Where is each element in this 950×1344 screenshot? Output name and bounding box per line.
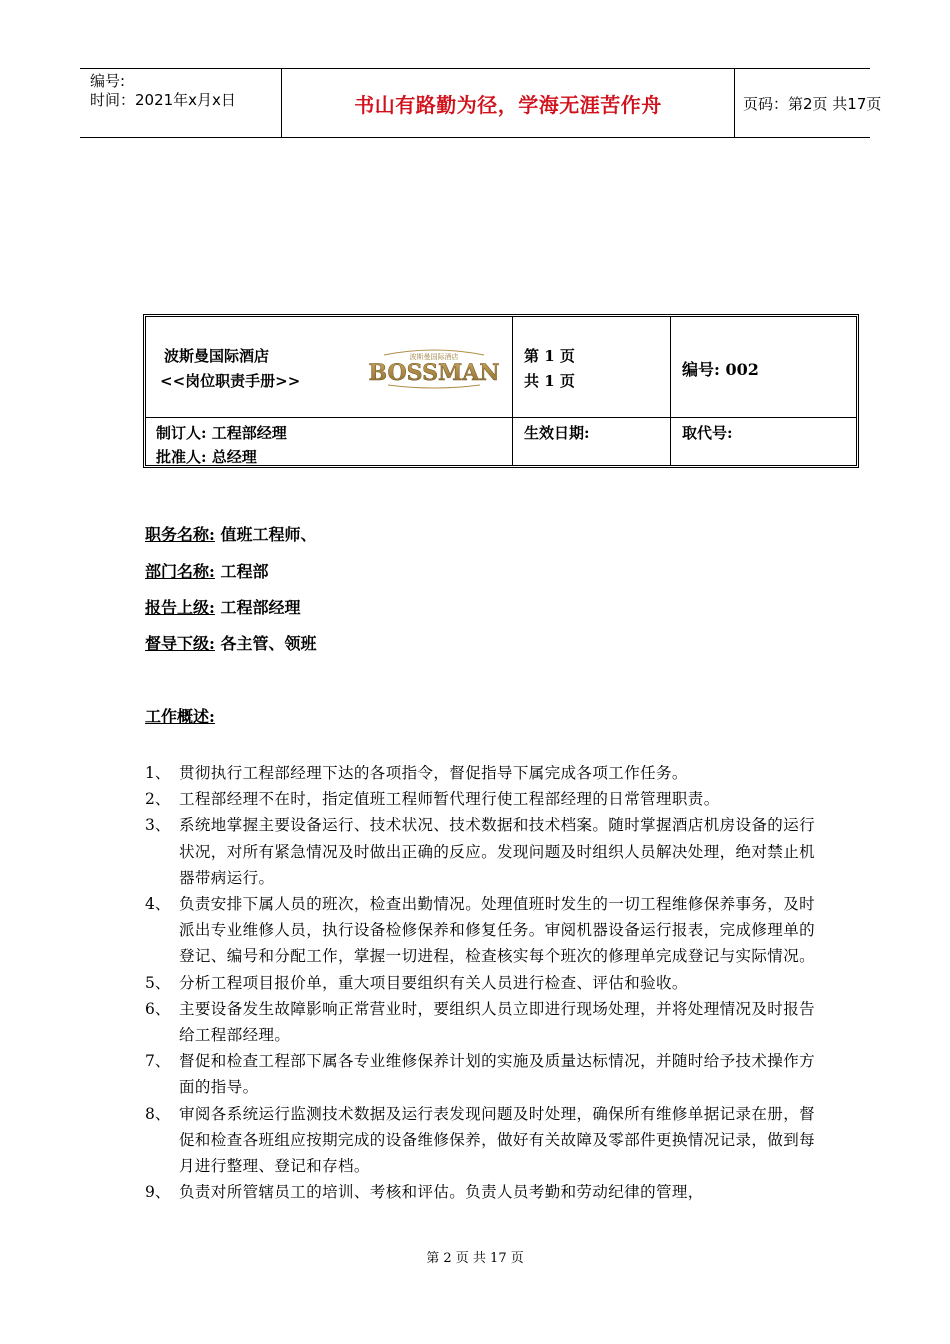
svg-text:BOSSMAN: BOSSMAN — [368, 360, 500, 386]
list-item — [145, 786, 815, 812]
banner-date: 时间：2021年x月x日 — [90, 91, 236, 109]
duty-number: 5、 — [145, 973, 171, 992]
position-value: 值班工程师、 — [220, 525, 317, 544]
list-item — [145, 1179, 815, 1205]
duty-text: 督促和检查工程部下属各专业维修保养计划的实施及质量达标情况，并随时给予技术操作方面的指导。 — [179, 1052, 816, 1097]
list-item — [145, 812, 815, 891]
svg-text:波斯曼国际酒店: 波斯曼国际酒店 — [409, 353, 459, 361]
list-item — [145, 891, 815, 970]
approved-by: 批准人: 总经理 — [156, 448, 257, 466]
hotel-name: 波斯曼国际酒店 — [164, 347, 270, 365]
duty-number: 6、 — [145, 999, 171, 1018]
doc-header-table — [143, 314, 859, 468]
bossman-logo — [368, 347, 500, 391]
position-label: 职务名称: — [145, 525, 215, 544]
overview-title: 工作概述: — [145, 707, 215, 726]
page-number: 第 1 页 — [524, 347, 575, 365]
banner-number-label: 编号: — [90, 72, 126, 90]
position-field — [145, 522, 317, 545]
department-field — [145, 559, 269, 582]
duty-text: 系统地掌握主要设备运行、技术状况、技术数据和技术档案。随时掌握酒店机房设备的运行状况，对所有紧急情况及时做出正确的反应。发现问题及时组织人员解决处理，绝对禁止机器带病运行。 — [179, 816, 816, 887]
report-to-field — [145, 595, 301, 618]
table-divider — [512, 317, 513, 465]
page-banner — [80, 68, 882, 138]
duty-text: 主要设备发生故障影响正常营业时，要组织人员立即进行现场处理，并将处理情况及时报告给工程部经理。 — [179, 999, 816, 1045]
doc-code: 编号: 002 — [682, 360, 759, 379]
duty-number: 1、 — [145, 764, 171, 782]
duty-number: 2、 — [145, 790, 171, 809]
page-total: 共 1 页 — [524, 372, 575, 390]
page-footer: 第 2 页 共 17 页 — [426, 1251, 524, 1266]
duty-text: 审阅各系统运行监测技术数据及运行表发现问题及时处理，确保所有维修单据记录在册，督促和检查各班组应按期完成的设备维修保养，做好有关故障及零部件更换情况记录，做到每月进行整理、登记和存档。 — [179, 1104, 816, 1176]
duty-text: 贯彻执行工程部经理下达的各项指令，督促指导下属完成各项工作任务。 — [179, 764, 688, 782]
manual-title: <<岗位职责手册>> — [160, 372, 301, 390]
banner-page-info: 页码：第2页 共17页 — [743, 94, 882, 113]
list-item — [145, 760, 815, 786]
list-item — [145, 1048, 815, 1100]
report-to-label: 报告上级: — [145, 598, 215, 617]
duty-number: 4、 — [145, 895, 171, 914]
duty-text: 负责对所管辖员工的培训、考核和评估。负责人员考勤和劳动纪律的管理， — [179, 1183, 704, 1202]
table-divider — [146, 417, 856, 418]
report-to-value: 工程部经理 — [220, 598, 301, 617]
duty-text: 分析工程项目报价单，重大项目要组织有关人员进行检查、评估和验收。 — [179, 973, 688, 992]
banner-meta — [80, 69, 282, 137]
list-item — [145, 970, 815, 996]
supervise-label: 督导下级: — [145, 634, 215, 653]
duty-text: 负责安排下属人员的班次，检查出勤情况。处理值班时发生的一切工程维修保养事务，及时派出专业维修人员，执行设备检修保养和修复任务。审阅机器设备运行报表，完成修理单的登记、编号和分配工作，掌握一切进程，检查核实每个班次的修理单完成登记与实际情况。 — [179, 895, 816, 966]
duty-list — [145, 760, 815, 1205]
effective-date: 生效日期: — [524, 424, 590, 442]
duty-text: 工程部经理不在时，指定值班工程师暂代理行使工程部经理的日常管理职责。 — [179, 790, 720, 809]
list-item — [145, 996, 815, 1048]
table-divider — [670, 317, 671, 465]
duty-number: 7、 — [145, 1052, 171, 1071]
banner-motto: 书山有路勤为径，学海无涯苦作舟 — [282, 69, 735, 137]
prepared-by: 制订人: 工程部经理 — [156, 424, 287, 442]
department-label: 部门名称: — [145, 562, 215, 581]
supervise-value: 各主管、领班 — [220, 634, 317, 653]
duty-number: 3、 — [145, 816, 171, 835]
supervise-field — [145, 631, 317, 654]
list-item — [145, 1101, 815, 1180]
duty-number: 9、 — [145, 1183, 171, 1202]
duty-number: 8、 — [145, 1104, 171, 1123]
replaces-code: 取代号: — [682, 424, 733, 442]
department-value: 工程部 — [220, 562, 269, 581]
